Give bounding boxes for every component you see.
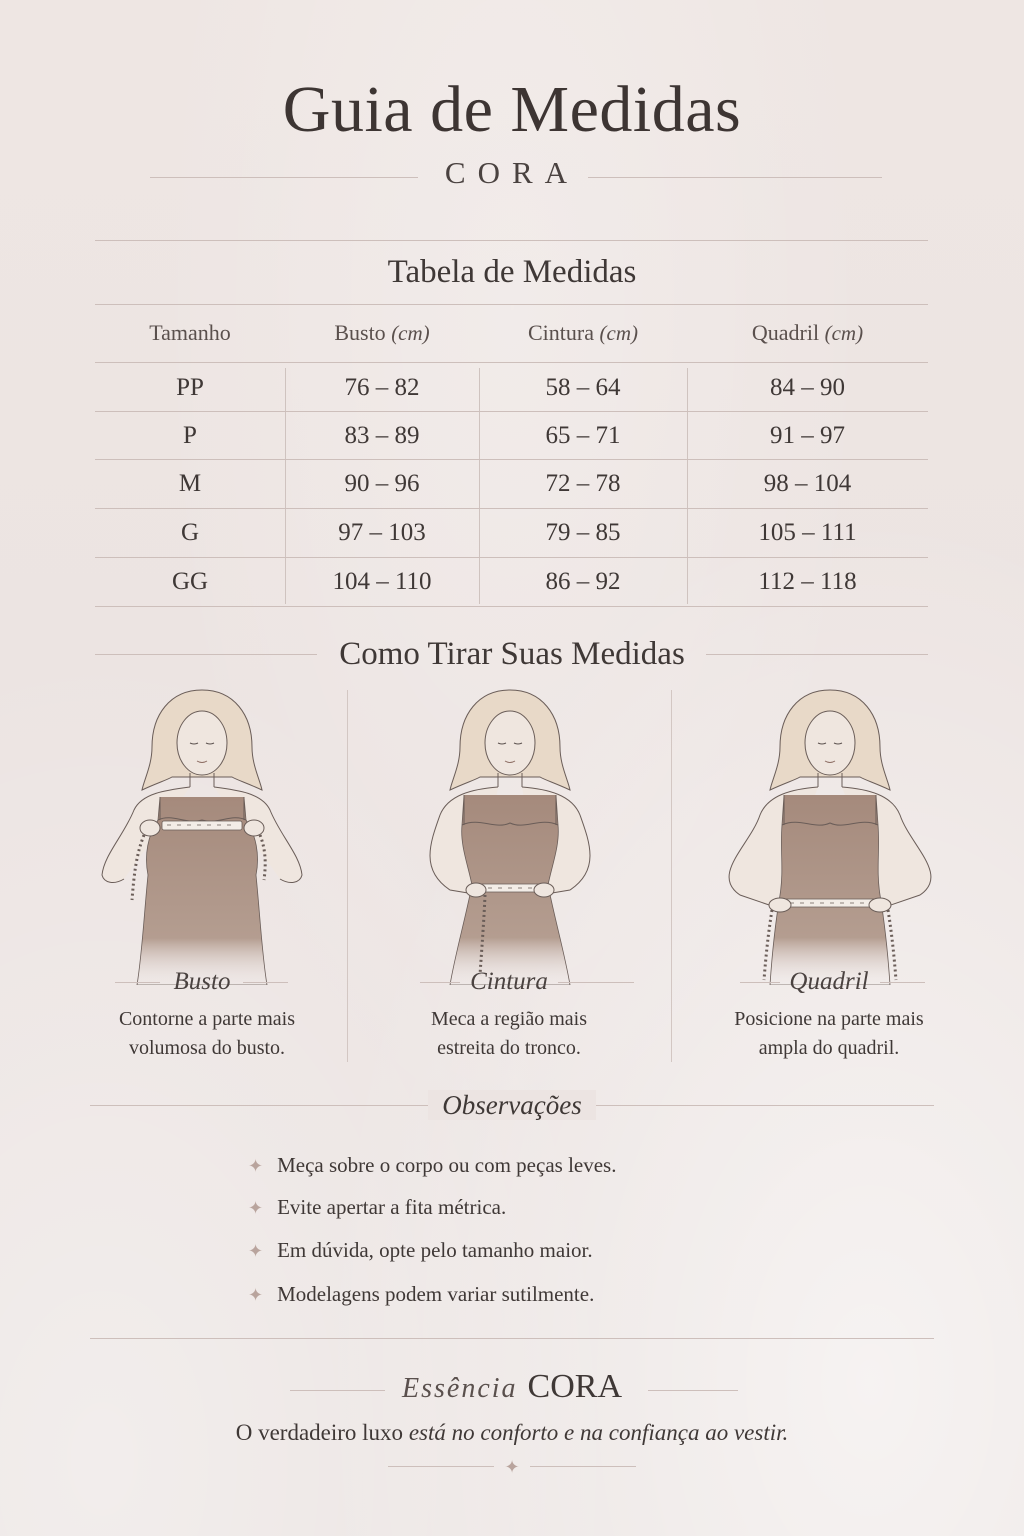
list-item (248, 1282, 594, 1307)
bust-cell: 97 – 103 (338, 519, 426, 546)
description-line: volumosa do busto. (128, 1037, 286, 1059)
hip-cell: 91 – 97 (770, 422, 845, 449)
table-header (95, 308, 928, 362)
list-item-text: Modelagens podem variar sutilmente. (277, 1282, 595, 1306)
list-item-text: Meça sobre o corpo ou com peças leves. (277, 1153, 617, 1177)
hip-cell: 105 – 111 (758, 519, 857, 546)
column-header-hip: Quadril (cm) (751, 320, 864, 345)
sparkle-icon: ✦ (248, 1198, 264, 1218)
hip-cell: 84 – 90 (770, 374, 845, 401)
waist-cell: 58 – 64 (545, 374, 621, 401)
list-item (248, 1153, 616, 1178)
how-to-title: Como Tirar Suas Medidas (339, 636, 685, 672)
description-line: ampla do quadril. (758, 1037, 900, 1059)
size-cell: P (183, 422, 197, 449)
sparkle-icon: ✦ (248, 1285, 264, 1305)
tagline (0, 1420, 1024, 1446)
table-row (95, 558, 928, 606)
bust-cell: 83 – 89 (344, 422, 420, 449)
list-item (248, 1238, 593, 1263)
divider (588, 177, 882, 178)
column-header-bust: Busto (cm) (334, 320, 430, 345)
hip-label: Quadril (789, 968, 869, 995)
signature-brand: CORA (527, 1368, 622, 1405)
waist-cell: 86 – 92 (545, 568, 621, 595)
tagline-italic: está no conforto e na confiança ao vestir. (408, 1420, 789, 1445)
size-cell: G (180, 519, 200, 546)
notes-title: Observações (0, 1090, 1024, 1121)
list-item-text: Em dúvida, opte pelo tamanho maior. (277, 1238, 593, 1262)
table-title: Tabela de Medidas (387, 254, 637, 290)
header-divider (95, 362, 928, 363)
table-row (95, 412, 928, 460)
table-row (95, 364, 928, 412)
description-line: Posicione na parte mais (734, 1008, 924, 1030)
divider (558, 982, 634, 983)
bust-description (52, 1005, 362, 1063)
tagline-plain: O verdadeiro luxo (235, 1420, 409, 1445)
woman-measuring-bust-icon (52, 685, 352, 985)
waist-description (359, 1005, 659, 1063)
sparkle-icon: ✦ (504, 1457, 520, 1477)
column-separator (671, 690, 672, 1062)
bust-label: Busto (173, 968, 231, 995)
column-header-size: Tamanho (149, 320, 231, 345)
size-cell: M (178, 470, 202, 497)
waist-cell: 72 – 78 (545, 470, 621, 497)
waist-label: Cintura (470, 968, 548, 995)
divider (530, 1466, 636, 1467)
hip-cell: 112 – 118 (758, 568, 857, 595)
description-line: Meca a região mais (430, 1008, 588, 1030)
waist-cell: 79 – 85 (545, 519, 621, 546)
divider (706, 654, 928, 655)
bust-cell: 90 – 96 (344, 470, 420, 497)
size-cell: PP (176, 374, 204, 401)
description-line: Contorne a parte mais (118, 1008, 296, 1030)
table-row (95, 509, 928, 557)
brand-name: CORA (444, 155, 580, 190)
bust-cell: 76 – 82 (344, 374, 420, 401)
list-item-text: Evite apertar a fita métrica. (277, 1195, 507, 1219)
divider (95, 304, 928, 305)
divider (880, 982, 925, 983)
table-row (95, 460, 928, 508)
woman-measuring-waist-icon (360, 685, 660, 985)
page-title: Guia de Medidas (282, 73, 742, 146)
divider (95, 240, 928, 241)
size-cell: GG (171, 568, 209, 595)
hip-description (684, 1005, 974, 1063)
divider (90, 1338, 934, 1339)
signature-script: Essência (402, 1373, 518, 1404)
hip-cell: 98 – 104 (763, 470, 852, 497)
row-divider (95, 606, 928, 607)
waist-cell: 65 – 71 (545, 422, 621, 449)
bust-cell: 104 – 110 (332, 568, 432, 595)
description-line: estreita do tronco. (437, 1037, 581, 1059)
woman-measuring-hip-icon (680, 685, 980, 985)
essencia-signature (0, 1368, 1024, 1406)
sparkle-icon: ✦ (248, 1156, 264, 1176)
divider (648, 1390, 738, 1391)
sparkle-icon: ✦ (248, 1241, 264, 1261)
column-header-waist: Cintura (cm) (528, 320, 638, 345)
list-item (248, 1195, 506, 1220)
divider (243, 982, 288, 983)
